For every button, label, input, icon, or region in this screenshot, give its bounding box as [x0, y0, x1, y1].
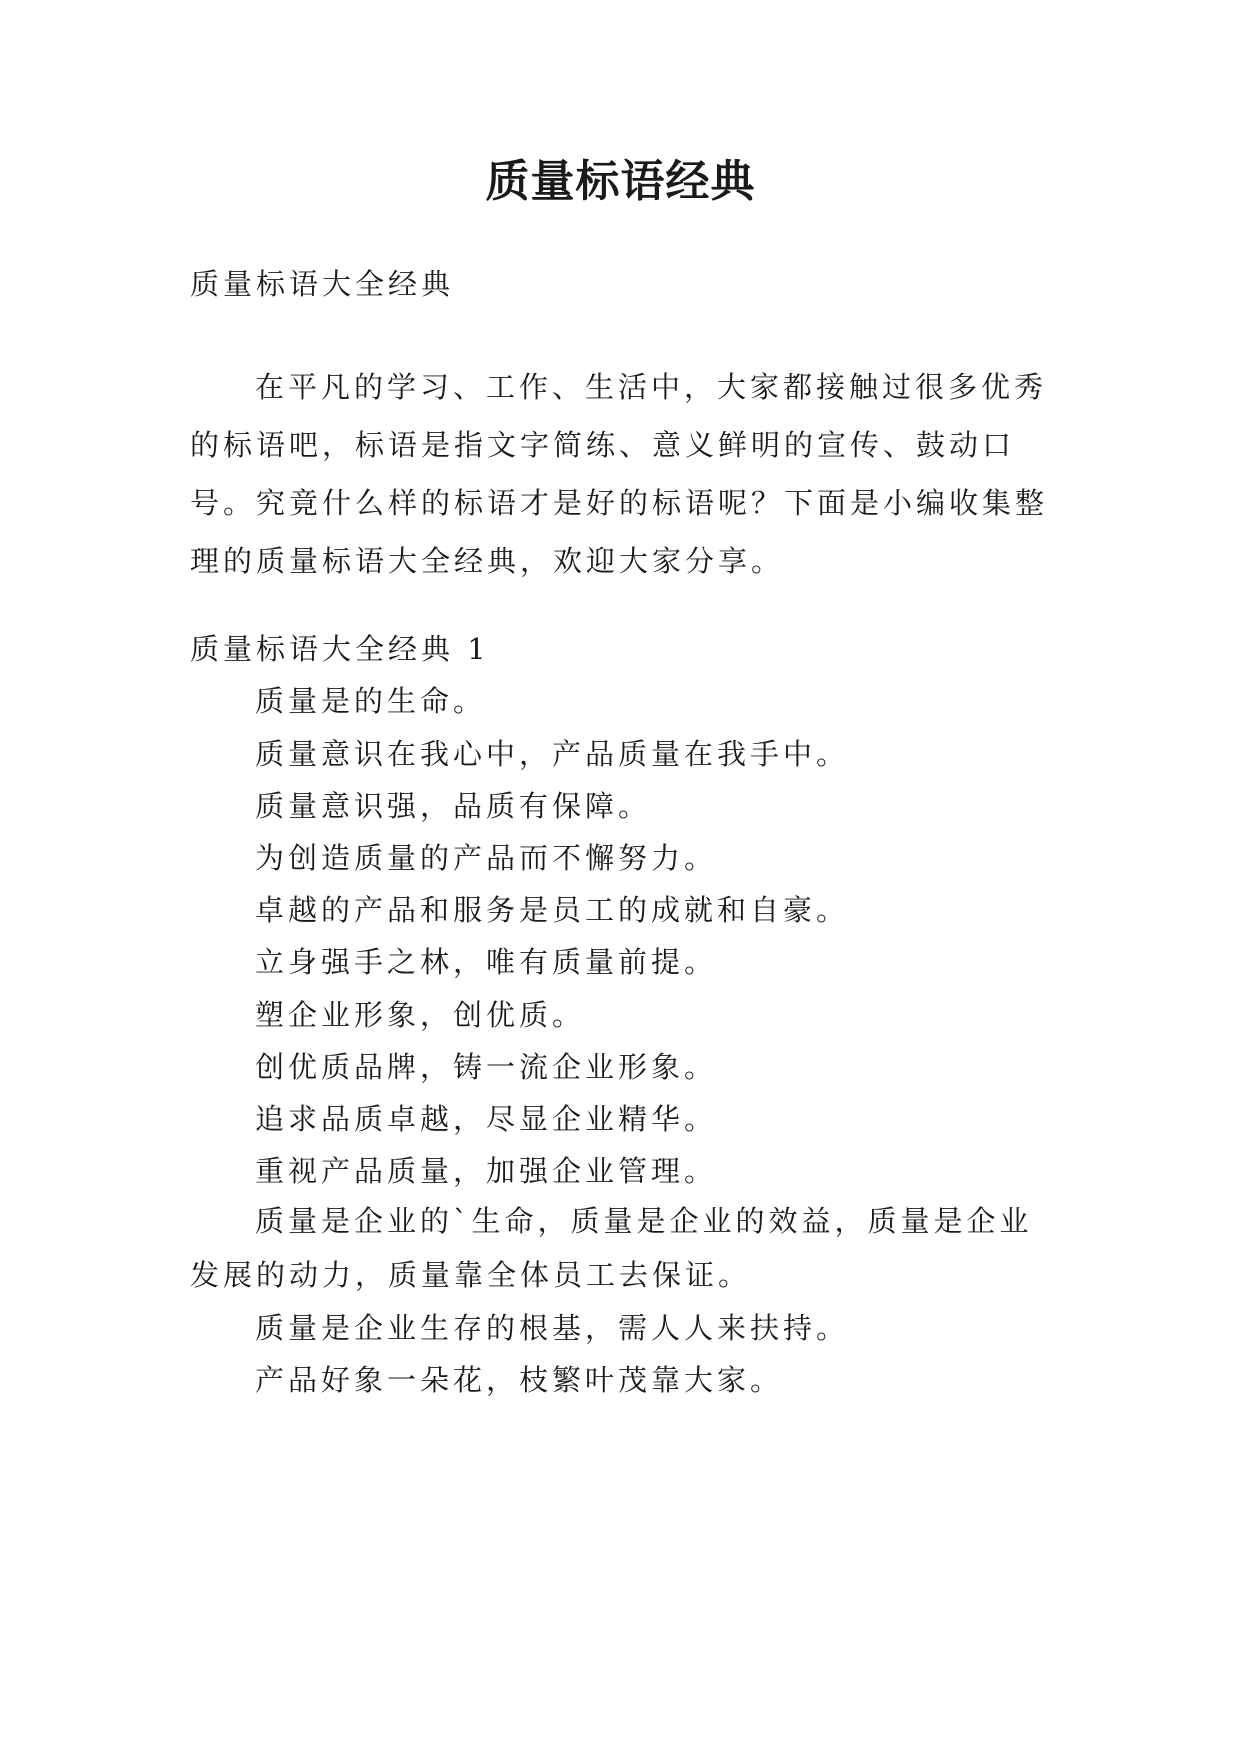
slogan-item: 为创造质量的产品而不懈努力。 — [255, 841, 718, 875]
slogan-item: 产品好象一朵花，枝繁叶茂靠大家。 — [255, 1363, 784, 1397]
section-heading: 质量标语大全经典 1 — [190, 632, 490, 666]
slogan-item: 质量是企业的`生命，质量是企业的效益，质量是企业发展的动力，质量靠全体员工去保证。 — [190, 1204, 1033, 1292]
slogan-item: 塑企业形象，创优质。 — [255, 998, 586, 1032]
slogan-item: 质量是企业生存的根基，需人人来扶持。 — [255, 1311, 850, 1345]
document-subtitle: 质量标语大全经典 — [190, 267, 455, 301]
slogan-item: 质量意识在我心中，产品质量在我手中。 — [255, 737, 850, 771]
document-title: 质量标语经典 — [485, 156, 756, 207]
slogan-item: 重视产品质量，加强企业管理。 — [255, 1154, 718, 1188]
intro-paragraph: 在平凡的学习、工作、生活中，大家都接触过很多优秀的标语吧，标语是指文字简练、意义鲜明的宣传、鼓动口号。究竟什么样的标语才是好的标语呢？下面是小编收集整理的质量标语大全经典，欢迎大家分享。 — [190, 370, 1049, 578]
slogan-item: 立身强手之林，唯有质量前提。 — [255, 945, 718, 979]
slogan-item: 质量是的生命。 — [255, 684, 487, 718]
slogan-item: 卓越的产品和服务是员工的成就和自豪。 — [255, 893, 850, 927]
slogan-item: 创优质品牌，铸一流企业形象。 — [255, 1050, 718, 1084]
slogan-item: 质量意识强，品质有保障。 — [255, 789, 652, 823]
slogan-item: 追求品质卓越，尽显企业精华。 — [255, 1102, 718, 1136]
